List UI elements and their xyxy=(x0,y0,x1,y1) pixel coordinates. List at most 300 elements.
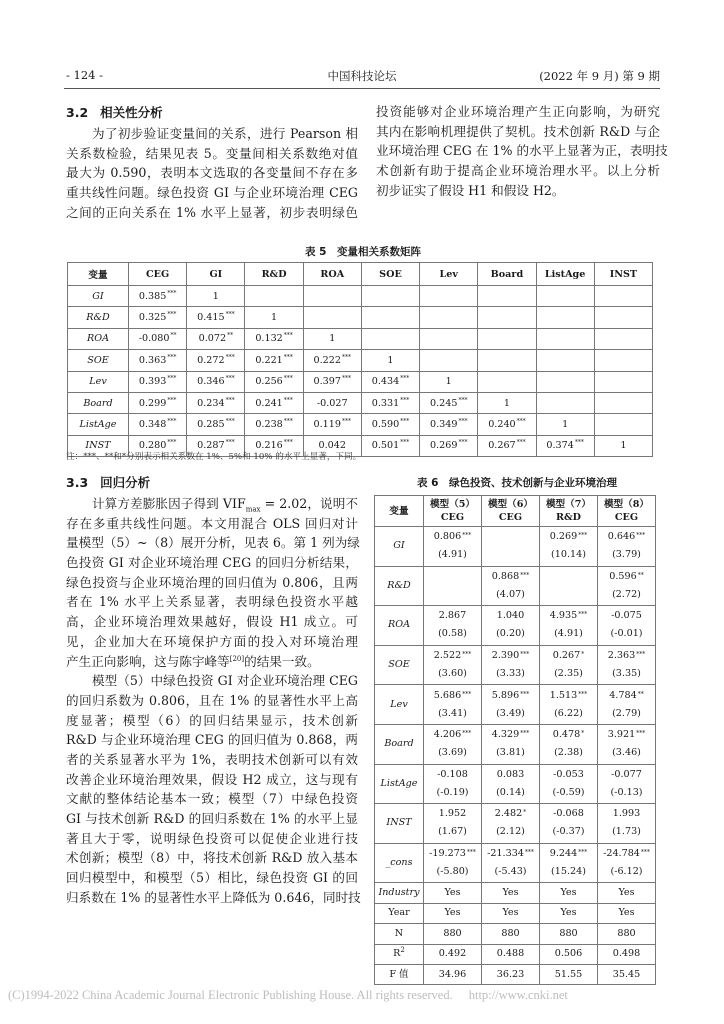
t-statistic: (-0.13) xyxy=(610,786,643,798)
row-variable: GI xyxy=(375,527,424,567)
table-cell xyxy=(129,328,187,349)
cell-value: 2.363 xyxy=(607,650,636,662)
text-line: 回归模型中，和模型（5）相比，绿色投资 GI 的回 xyxy=(66,870,358,886)
text-line: 者在 1% 水平上关系显著，表明绿色投资水平越 xyxy=(66,594,358,610)
table-cell xyxy=(129,307,187,328)
table-cell xyxy=(420,307,478,328)
table-cell xyxy=(482,566,540,606)
significance-stars: ** xyxy=(227,332,234,340)
table-cell xyxy=(245,328,303,349)
column-header: INST xyxy=(594,263,652,286)
table5-note: 注：***、**和*分别表示相关系数在 1%、5%和 10% 的水平上显著，下同。 xyxy=(66,452,362,462)
significance-stars: ** xyxy=(170,332,177,340)
table-cell xyxy=(129,392,187,413)
cell-value: 0.299 xyxy=(138,397,167,409)
cell-value: 4.784 xyxy=(609,689,637,701)
table-row xyxy=(68,307,653,328)
table-cell xyxy=(361,350,419,371)
table-cell xyxy=(303,371,361,392)
t-statistic: (-0.19) xyxy=(436,786,469,798)
row-variable: R&D xyxy=(68,307,129,328)
paragraph xyxy=(66,124,358,222)
row-variable: SOE xyxy=(68,350,129,371)
table-row xyxy=(68,371,653,392)
table-cell xyxy=(361,307,419,328)
table-cell xyxy=(594,286,652,307)
table-cell xyxy=(129,350,187,371)
table-cell: 51.55 xyxy=(540,964,598,984)
table-cell xyxy=(424,527,482,567)
table-cell: 880 xyxy=(482,924,540,944)
heading-number: 3.3 xyxy=(66,475,89,490)
heading-number: 3.2 xyxy=(66,105,89,120)
right-column-top xyxy=(376,102,668,200)
table-cell xyxy=(598,685,656,725)
t-statistic: (3.35) xyxy=(612,668,641,680)
text-line: 计算方差膨胀因子得到 $VIF_{max} = 2.02$，说明不 xyxy=(92,496,359,514)
t-statistic: (-6.12) xyxy=(610,866,643,878)
text-line: 业环境治理 CEG 在 1% 的水平上显著为正，表明技 xyxy=(376,143,668,159)
cell-value: 0.072 xyxy=(198,333,227,345)
row-variable: $R^2$ xyxy=(375,944,424,964)
t-statistic: (3.81) xyxy=(496,747,525,759)
cell-value: 0.119 xyxy=(313,419,341,431)
table-cell xyxy=(540,527,598,567)
coefficient xyxy=(598,845,655,863)
table-cell xyxy=(424,606,482,646)
t-statistic: (2.35) xyxy=(554,668,583,680)
header-model: 模型（6） xyxy=(487,499,534,510)
coefficient xyxy=(424,845,481,863)
table-cell xyxy=(540,645,598,685)
table-cell xyxy=(187,371,245,392)
coefficient xyxy=(598,647,655,665)
significance-stars: *** xyxy=(400,439,410,447)
cell-value: 2.390 xyxy=(491,650,520,662)
table-cell xyxy=(420,371,478,392)
cell-value: 1 xyxy=(503,397,510,409)
text-line: 改善企业环境治理效果，假设 H2 成立，这与现有 xyxy=(66,771,358,787)
text-line: 度显著；模型（6）的回归结果显示，技术创新 xyxy=(66,712,358,728)
table-cell xyxy=(478,392,536,413)
table-cell xyxy=(187,328,245,349)
coefficient xyxy=(540,528,597,546)
table-cell xyxy=(598,764,656,804)
table-cell: 0.506 xyxy=(540,944,598,964)
row-variable: _cons xyxy=(375,843,424,883)
table-cell xyxy=(420,328,478,349)
table-cell xyxy=(424,843,482,883)
table-row xyxy=(375,566,656,606)
table-row xyxy=(375,944,656,964)
table-cell xyxy=(303,307,361,328)
table-cell xyxy=(478,371,536,392)
significance-stars: *** xyxy=(520,690,530,698)
table-cell xyxy=(303,286,361,307)
cell-value: 1 xyxy=(562,419,569,431)
row-variable: Board xyxy=(375,724,424,764)
coefficient xyxy=(598,568,655,586)
table-cell xyxy=(536,350,594,371)
t-statistic: (-0.59) xyxy=(552,786,585,798)
cell-value: 0.221 xyxy=(255,354,283,366)
table-cell xyxy=(420,286,478,307)
row-variable: INST xyxy=(375,804,424,844)
table-cell: 880 xyxy=(540,924,598,944)
significance-stars: *** xyxy=(636,651,646,659)
cell-value: 1.513 xyxy=(549,689,578,701)
coefficient xyxy=(540,647,597,665)
table-cell xyxy=(594,350,652,371)
cell-value: 0.267 xyxy=(552,650,581,662)
cell-value: 1 xyxy=(270,312,278,324)
significance-stars: *** xyxy=(400,396,410,404)
table-cell xyxy=(245,371,303,392)
cell-value: 0.325 xyxy=(138,312,167,324)
table-cell xyxy=(187,307,245,328)
row-variable: Board xyxy=(68,392,129,413)
table-cell xyxy=(424,566,482,606)
t-statistic: (2.79) xyxy=(612,707,641,719)
table-cell xyxy=(594,328,652,349)
significance-stars: *** xyxy=(167,439,177,447)
table-cell xyxy=(245,286,303,307)
table-cell xyxy=(540,606,598,646)
column-header xyxy=(540,496,598,527)
significance-stars: *** xyxy=(578,690,588,698)
t-statistic: (1.67) xyxy=(438,826,467,838)
table-cell xyxy=(245,307,303,328)
significance-stars: *** xyxy=(167,289,177,297)
table-cell xyxy=(361,328,419,349)
significance-stars: *** xyxy=(578,611,588,619)
significance-stars: *** xyxy=(400,375,410,383)
regression-table xyxy=(374,495,656,985)
text-line: 模型（5）中绿色投资 GI 对企业环境治理 CEG xyxy=(92,673,358,689)
table-cell: Yes xyxy=(424,883,482,903)
table-cell xyxy=(540,843,598,883)
table-cell: 0.498 xyxy=(598,944,656,964)
table-cell: 36.23 xyxy=(482,964,540,984)
cell-value: 0.269 xyxy=(549,531,578,543)
section-3-3 xyxy=(66,472,361,907)
cell-value: 0.280 xyxy=(138,440,167,452)
t-statistic: (3.69) xyxy=(438,747,467,759)
table-cell: Yes xyxy=(482,903,540,923)
cell-value: 0.393 xyxy=(138,376,167,388)
column-header xyxy=(424,496,482,527)
t-statistic: (-5.43) xyxy=(494,866,527,878)
coefficient xyxy=(540,805,597,823)
coefficient xyxy=(482,726,539,744)
t-statistic: (4.07) xyxy=(496,588,525,600)
significance-stars: *** xyxy=(640,849,650,857)
coefficient xyxy=(482,607,539,625)
text-line: 者的关系显著水平为 1%，表明技术创新可以有效 xyxy=(66,751,358,767)
table-cell xyxy=(594,371,652,392)
cell-value: 0.216 xyxy=(255,440,283,452)
significance-stars: *** xyxy=(225,353,235,361)
significance-stars: *** xyxy=(283,396,293,404)
text-line: 绿色投资与企业环境治理的回归值为 0.806，且两 xyxy=(66,574,358,590)
text-line: 产生正向影响，这与陈宇峰等[20]的结果一致。 xyxy=(66,653,320,669)
t-statistic: (4.91) xyxy=(554,628,583,640)
table-cell xyxy=(129,414,187,435)
cell-value: -0.080 xyxy=(138,333,170,345)
t-statistic: (3.33) xyxy=(496,668,525,680)
table-row xyxy=(68,286,653,307)
row-variable: Industry xyxy=(375,883,424,903)
header-dependent: CEG xyxy=(498,512,523,523)
cell-value: 1 xyxy=(620,440,627,452)
table-row xyxy=(375,843,656,883)
coefficient xyxy=(424,805,481,823)
table-cell: Yes xyxy=(424,903,482,923)
table-cell xyxy=(482,724,540,764)
text-line: 高，企业环境治理效果越好，假设 H1 成立。可 xyxy=(66,614,358,630)
cell-value: 5.896 xyxy=(491,689,520,701)
table-row xyxy=(375,903,656,923)
journal-name: 中国科技论坛 xyxy=(327,69,397,83)
table-row xyxy=(375,645,656,685)
table-cell xyxy=(536,435,594,456)
coefficient xyxy=(598,726,655,744)
table-cell xyxy=(129,286,187,307)
cell-value: 1 xyxy=(387,354,394,366)
significance-stars: *** xyxy=(225,375,235,383)
table-row xyxy=(68,414,653,435)
text-line: 之间的正向关系在 1% 水平上显著，初步表明绿色 xyxy=(66,204,358,220)
cell-value: 0.806 xyxy=(433,531,462,543)
significance-stars: *** xyxy=(516,418,526,426)
row-variable: Year xyxy=(375,903,424,923)
table-cell xyxy=(303,392,361,413)
section-heading xyxy=(66,102,358,124)
coefficient xyxy=(598,528,655,546)
significance-stars: *** xyxy=(283,332,293,340)
cell-value: 0.240 xyxy=(488,419,516,431)
table-cell xyxy=(536,286,594,307)
significance-stars: *** xyxy=(520,730,530,738)
table-cell xyxy=(598,724,656,764)
column-header: CEG xyxy=(129,263,187,286)
t-statistic: (4.91) xyxy=(438,549,467,561)
copyright-footer xyxy=(8,988,568,1003)
cell-value: 3.921 xyxy=(607,729,636,741)
significance-stars: * xyxy=(581,651,585,659)
table-cell: Yes xyxy=(598,903,656,923)
cell-value: 4.206 xyxy=(433,729,462,741)
text-line: 见，企业加大在环境保护方面的投入对环境治理 xyxy=(66,633,358,649)
significance-stars: *** xyxy=(225,439,235,447)
table-cell xyxy=(478,350,536,371)
cell-value: 0.241 xyxy=(255,397,283,409)
cell-value: -0.053 xyxy=(553,768,584,780)
text-line: 术创新有助于提高企业环境治理水平。以上分析 xyxy=(376,163,660,179)
text-line: 为了初步验证变量间的关系，进行 Pearson 相 xyxy=(92,126,358,141)
table-cell xyxy=(187,286,245,307)
header-row xyxy=(68,263,653,286)
header-model: 变量 xyxy=(389,505,409,517)
significance-stars: *** xyxy=(283,418,293,426)
coefficient xyxy=(482,647,539,665)
cell-value: 1 xyxy=(329,333,336,345)
table-cell xyxy=(482,804,540,844)
t-statistic: (3.60) xyxy=(438,668,467,680)
heading-text: 回归分析 xyxy=(100,475,151,490)
table-cell xyxy=(303,328,361,349)
table-cell: 880 xyxy=(598,924,656,944)
table-cell xyxy=(482,645,540,685)
coefficient xyxy=(540,687,597,705)
paragraph xyxy=(66,671,361,907)
text-line: 著且大于零，说明绿色投资可以促使企业进行技 xyxy=(66,830,358,846)
table-row xyxy=(375,883,656,903)
table-cell xyxy=(424,645,482,685)
text-line: 投资能够对企业环境治理产生正向影响，为研究 xyxy=(376,104,660,119)
cell-value: 0.269 xyxy=(429,440,458,452)
coefficient xyxy=(482,766,539,784)
cell-value: 0.590 xyxy=(371,419,400,431)
table-cell xyxy=(536,328,594,349)
table-row xyxy=(375,924,656,944)
significance-stars: ** xyxy=(637,690,644,698)
table-cell xyxy=(594,435,652,456)
table-cell xyxy=(187,392,245,413)
table-cell xyxy=(420,435,478,456)
table-cell xyxy=(361,392,419,413)
table-cell xyxy=(424,764,482,804)
text-line: 文献的整体结论基本一致；模型（7）中绿色投资 xyxy=(66,791,358,807)
table-row xyxy=(375,964,656,984)
table-cell xyxy=(598,645,656,685)
significance-stars: * xyxy=(523,809,527,817)
table-row xyxy=(375,724,656,764)
heading-text: 相关性分析 xyxy=(100,105,163,120)
text-line: R&D 与企业环境治理 CEG 的回归值为 0.868，两 xyxy=(66,732,358,748)
cell-value: 0.415 xyxy=(197,312,225,324)
cell-value: -19.273 xyxy=(429,848,466,860)
coefficient xyxy=(598,766,655,784)
significance-stars: *** xyxy=(458,418,468,426)
significance-stars: *** xyxy=(283,439,293,447)
table-cell xyxy=(361,371,419,392)
cell-value: 0.397 xyxy=(313,376,341,388)
table-row xyxy=(68,328,653,349)
table5-caption: 表 5 变量相关系数矩阵 xyxy=(305,246,421,258)
header-dependent: CEG xyxy=(614,512,639,523)
cell-value: 1 xyxy=(445,376,452,388)
table-cell xyxy=(598,566,656,606)
significance-stars: *** xyxy=(283,375,293,383)
row-variable: INST xyxy=(68,435,129,456)
table6-caption: 表 6 绿色投资、技术创新与企业环境治理 xyxy=(417,477,617,489)
row-variable: ListAge xyxy=(375,764,424,804)
table-cell xyxy=(478,414,536,435)
cell-value: 0.374 xyxy=(546,440,574,452)
table-cell: Yes xyxy=(482,883,540,903)
table-cell xyxy=(482,527,540,567)
text-line: 存在多重共线性问题。本文用混合 OLS 回归对计 xyxy=(66,515,358,531)
significance-stars: *** xyxy=(283,353,293,361)
column-header: Lev xyxy=(420,263,478,286)
significance-stars: *** xyxy=(458,396,468,404)
table-cell xyxy=(361,286,419,307)
text-line: 量模型（5）~（8）展开分析，见表 6。第 1 列为绿 xyxy=(66,535,360,551)
significance-stars: *** xyxy=(225,396,235,404)
cell-value: 1.952 xyxy=(438,808,467,820)
table-cell xyxy=(420,392,478,413)
t-statistic: (6.22) xyxy=(554,707,583,719)
paragraph xyxy=(66,494,358,671)
text-line: 色投资 GI 对企业环境治理 CEG 的回归分析结果， xyxy=(66,555,358,571)
significance-stars: *** xyxy=(462,730,472,738)
t-statistic: (2.38) xyxy=(554,747,583,759)
table-cell: 34.96 xyxy=(424,964,482,984)
header-dependent: R&D xyxy=(556,512,581,523)
column-header xyxy=(598,496,656,527)
coefficient xyxy=(540,766,597,784)
coefficient xyxy=(424,726,481,744)
t-statistic: (-0.01) xyxy=(610,628,643,640)
significance-stars: *** xyxy=(342,353,351,361)
row-variable: SOE xyxy=(375,645,424,685)
significance-stars: *** xyxy=(462,532,472,540)
cell-value: 1.040 xyxy=(496,610,525,622)
significance-stars: *** xyxy=(524,849,534,857)
table-cell xyxy=(540,724,598,764)
table-cell xyxy=(303,414,361,435)
coefficient xyxy=(540,845,597,863)
significance-stars: *** xyxy=(516,439,526,447)
cell-value: 0.385 xyxy=(138,290,167,302)
text-line: GI 与技术创新 R&D 的回归系数在 1% 的水平上显 xyxy=(66,811,358,826)
t-statistic: (2.12) xyxy=(496,826,525,838)
cell-value: -0.075 xyxy=(611,610,642,622)
table-cell xyxy=(482,843,540,883)
t-statistic: (3.49) xyxy=(496,707,525,719)
coefficient xyxy=(482,845,539,863)
table-row xyxy=(68,350,653,371)
t-statistic: (2.72) xyxy=(612,588,641,600)
table-cell: Yes xyxy=(598,883,656,903)
text-line: 归系数在 1% 的显著性水平上降低为 0.646，同时技 xyxy=(66,889,361,905)
cell-value: 0.331 xyxy=(371,397,400,409)
coefficient xyxy=(598,805,655,823)
text-line: 其内在影响机理提供了契机。技术创新 R&D 与企 xyxy=(376,123,660,139)
table-cell xyxy=(594,392,652,413)
significance-stars: *** xyxy=(578,849,588,857)
cell-value: 0.238 xyxy=(255,419,283,431)
table-cell xyxy=(303,350,361,371)
cell-value: 0.434 xyxy=(371,376,400,388)
column-header: GI xyxy=(187,263,245,286)
table-cell xyxy=(478,328,536,349)
significance-stars: *** xyxy=(574,439,584,447)
table-cell xyxy=(245,350,303,371)
table-cell xyxy=(361,435,419,456)
table-cell xyxy=(478,307,536,328)
cell-value: 0.501 xyxy=(371,440,400,452)
column-header: 变量 xyxy=(68,263,129,286)
table-cell xyxy=(245,414,303,435)
significance-stars: *** xyxy=(342,375,351,383)
table-cell xyxy=(540,764,598,804)
column-header: ListAge xyxy=(536,263,594,286)
row-variable: N xyxy=(375,924,424,944)
header-model: 模型（7） xyxy=(545,499,592,510)
text-line: 的回归系数为 0.806，且在 1% 的显著性水平上高 xyxy=(66,692,358,708)
